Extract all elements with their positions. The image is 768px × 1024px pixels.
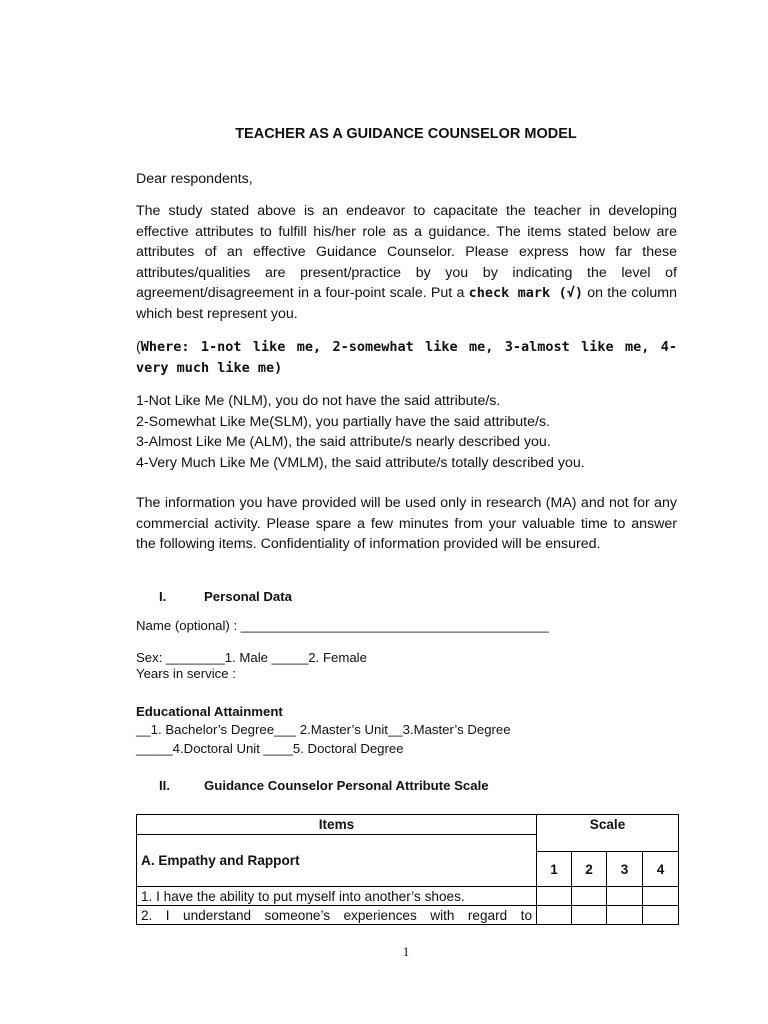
years-in-service-field[interactable]: Years in service : bbox=[136, 666, 236, 681]
item-2-scale-2-cell[interactable] bbox=[572, 906, 607, 925]
items-header: Items bbox=[137, 815, 537, 835]
item-2-scale-1-cell[interactable] bbox=[537, 906, 572, 925]
item-1: 1. I have the ability to put myself into another’s shoes. bbox=[137, 887, 537, 906]
section-2-title: Guidance Counselor Personal Attribute Scale bbox=[204, 778, 489, 793]
scale-col-3: 3 bbox=[607, 852, 643, 887]
scale-def-2: 2-Somewhat Like Me(SLM), you partially have the said attribute/s. bbox=[136, 413, 550, 430]
item-2: 2. I understand someone’s experiences with regard to bbox=[137, 906, 537, 925]
intro-main-text: The study stated above is an endeavor to capacitate the teacher in developing effective attributes to fulfill his/her role as a guidance. The items stated below are attributes of an effective Guidance Counselor. Please express how far these attributes/qualities are present/practice by you by indicating the level of agreement/disagreement in a four-point scale. Put a bbox=[136, 203, 677, 301]
intro-end-text: on the column which best represent you. bbox=[136, 285, 677, 322]
item-1-scale-3-cell[interactable] bbox=[607, 887, 643, 906]
info-paragraph: The information you have provided will be used only in research (MA) and not for any commercial activity. Please spare a few minutes from your valuable time to answer the following items. Confidentiality of information provided will be ensured. bbox=[136, 495, 677, 552]
scale-legend bbox=[136, 337, 677, 378]
attribute-scale-table bbox=[136, 814, 679, 925]
legend-text: Where: 1-not like me, 2-somewhat like me, 3-almost like me, 4- very much like me) bbox=[136, 339, 677, 376]
item-1-scale-2-cell[interactable] bbox=[572, 887, 607, 906]
section-2-number: II. bbox=[159, 778, 170, 793]
education-heading: Educational Attainment bbox=[136, 704, 283, 719]
sex-field[interactable]: Sex: ________1. Male _____2. Female bbox=[136, 650, 367, 665]
document-title: TEACHER AS A GUIDANCE COUNSELOR MODEL bbox=[235, 126, 577, 142]
scale-def-4: 4-Very Much Like Me (VMLM), the said attribute/s totally described you. bbox=[136, 454, 585, 471]
education-options-line-1[interactable]: __1. Bachelor’s Degree___ 2.Master’s Unit__3.Master’s Degree bbox=[136, 722, 511, 737]
greeting: Dear respondents, bbox=[136, 171, 253, 187]
scale-col-1: 1 bbox=[537, 852, 572, 887]
scale-def-1: 1-Not Like Me (NLM), you do not have the said attribute/s. bbox=[136, 393, 501, 409]
scale-header: Scale bbox=[537, 815, 679, 852]
scale-definitions bbox=[136, 391, 677, 473]
item-2-scale-3-cell[interactable] bbox=[607, 906, 643, 925]
page-number: 1 bbox=[402, 944, 410, 959]
scale-col-2: 2 bbox=[572, 852, 607, 887]
name-field[interactable]: Name (optional) : __________________________________________ bbox=[136, 618, 549, 633]
scale-col-4: 4 bbox=[643, 852, 679, 887]
table-row bbox=[137, 906, 679, 925]
item-1-scale-1-cell[interactable] bbox=[537, 887, 572, 906]
section-1-title: Personal Data bbox=[204, 589, 292, 604]
check-mark-instruction: check mark (√) bbox=[468, 285, 583, 301]
category-empathy-rapport: A. Empathy and Rapport bbox=[137, 835, 537, 887]
education-options-line-2[interactable]: _____4.Doctoral Unit ____5. Doctoral Degree bbox=[136, 741, 404, 756]
intro-paragraph bbox=[136, 201, 677, 324]
scale-def-3: 3-Almost Like Me (ALM), the said attribute/s nearly described you. bbox=[136, 434, 551, 450]
item-2-scale-4-cell[interactable] bbox=[643, 906, 679, 925]
item-1-scale-4-cell[interactable] bbox=[643, 887, 679, 906]
section-1-number: I. bbox=[159, 589, 167, 604]
legend-open-paren: ( bbox=[136, 339, 141, 355]
table-row bbox=[137, 887, 679, 906]
